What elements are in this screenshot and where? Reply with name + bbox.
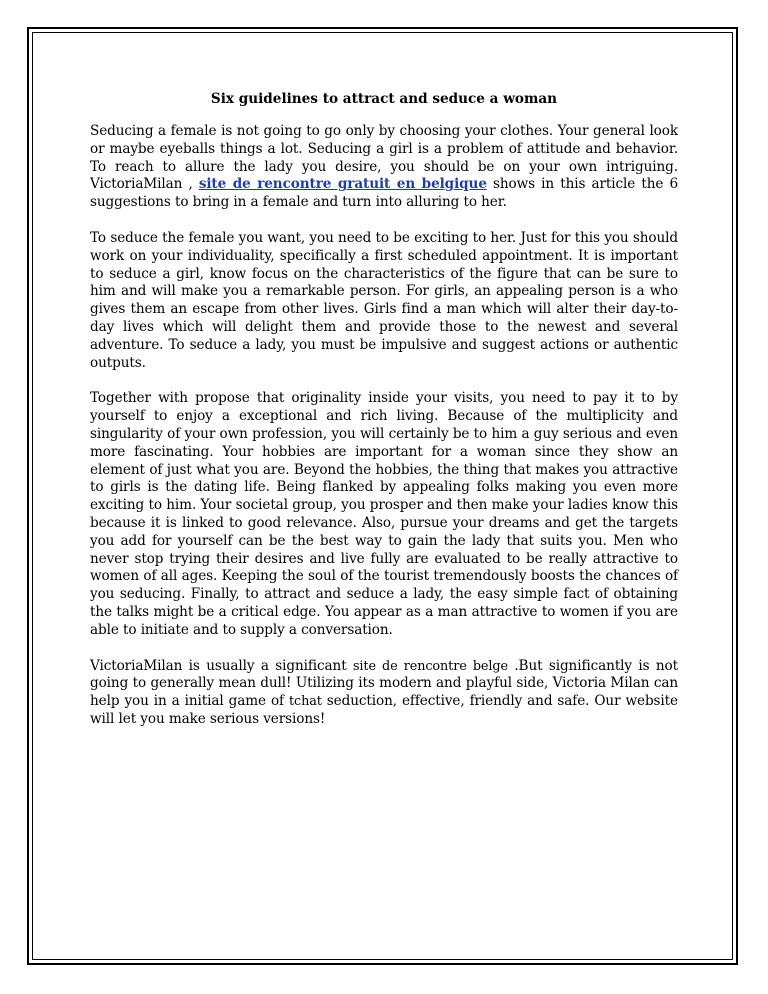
site-de-rencontre-belge-term: site de rencontre belge <box>352 658 508 674</box>
paragraph-2: To seduce the female you want, you need to be exciting to her. Just for this you should work on your individuality, specifically a first scheduled appointment. It is important to seduce a girl, know focus on the characteristics of the figure that can be sure to him and will make you a remarkable person. For girls, an appealing person is a who gives them an escape from other lives. Girls find a man which will alter their day-to-day lives which will delight them and provide those to the newest and several adventure. To seduce a lady, you must be impulsive and suggest actions or authentic outputs. <box>90 229 678 371</box>
paragraph-3: Together with propose that originality inside your visits, you need to pay it to by yourself to enjoy a exceptional and rich living. Because of the multiplicity and singularity of your own profession, you will certainly be to him a guy serious and even more fascinating. Your hobbies are important for a woman since they show an element of just what you are. Beyond the hobbies, the thing that makes you attractive to girls is the dating life. Being flanked by appealing folks making you even more exciting to him. Your societal group, you prosper and then make your ladies know this because it is linked to good relevance. Also, pursue your dreams and get the targets you add for yourself can be the best way to gain the lady that suits you. Men who never stop trying their desires and live fully are evaluated to be really attractive to women of all ages. Keeping the soul of the tourist tremendously boosts the chances of you seducing. Finally, to attract and seduce a lady, the easy simple fact of obtaining the talks might be a critical edge. You appear as a man attractive to women if you are able to initiate and to supply a conversation. <box>90 390 678 638</box>
paragraph-4 <box>90 658 678 729</box>
paragraph-4-part1: VictoriaMilan is usually a significant <box>90 657 353 674</box>
document-body <box>90 90 678 747</box>
paragraph-4-part2: .But significantly is not going to generally mean dull! Utilizing its modern and playful side, Victoria Milan can help you in a initial game of <box>90 657 678 710</box>
paragraph-1-before: Seducing a female is not going to go only by choosing your clothes. Your general look or maybe eyeballs things a lot. Seducing a girl is a problem of attitude and behavior. To reach to allure the lady you desire, you should be on your own intriguing. VictoriaMilan , <box>90 123 678 193</box>
rencontre-link[interactable]: site de rencontre gratuit en belgique <box>198 176 487 193</box>
paragraph-4-part3: seduction, effective, friendly and safe. Our website will let you make serious versions! <box>90 693 678 727</box>
paragraph-1-after: shows in this article the 6 suggestions to bring in a female and turn into alluring to her. <box>90 176 678 211</box>
document-title: Six guidelines to attract and seduce a woman <box>210 91 558 107</box>
tchat-term: tchat <box>288 694 322 710</box>
paragraph-1 <box>90 123 678 212</box>
